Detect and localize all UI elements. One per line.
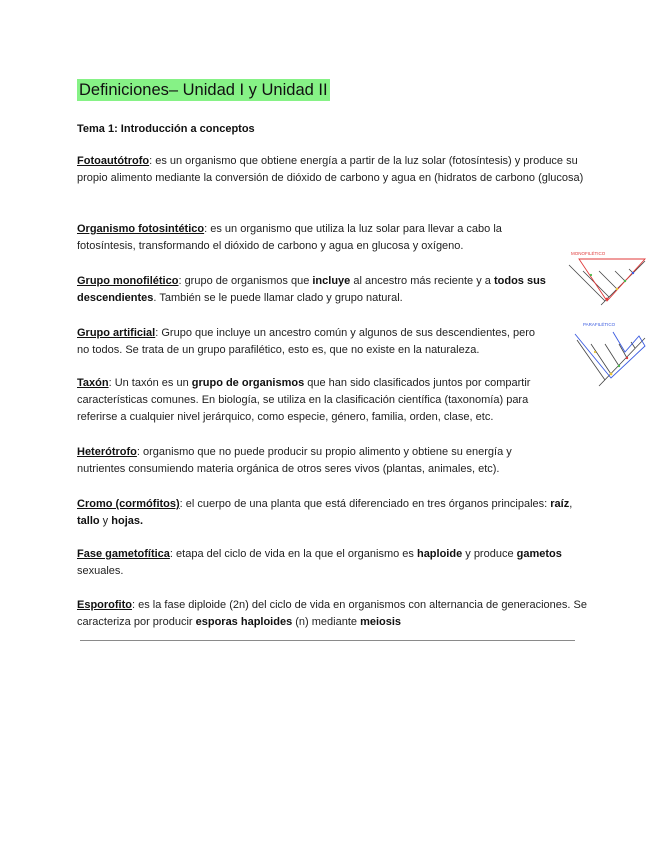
node-marker [590, 274, 592, 276]
term-heterotrofo: Heterótrofo [77, 446, 137, 458]
monophyletic-cladogram-figure [561, 247, 649, 311]
definition-text: que han sido clasificados juntos por compartir características comunes. En biología, se utiliza en la clasificación científica (taxonomía) para referirse a cualquier nivel jerárquico, como especie, género, familia, orden, clase, etc. [77, 377, 531, 423]
definition-text: : etapa del ciclo de vida en la que el organismo es [169, 548, 417, 560]
figure-label: MONOFILÉTICO [571, 251, 606, 256]
term-taxon: Taxón [77, 377, 109, 389]
bold-text: esporas haploides [195, 616, 293, 628]
definition-text: . También se le puede llamar clado y grupo natural. [153, 292, 403, 304]
definition-text: : grupo de organismos que [178, 275, 313, 287]
definition-text: : es un organismo que utiliza la luz solar para llevar a cabo la fotosíntesis, transformando el dióxido de carbono y agua en glucosa y oxígeno. [77, 223, 502, 252]
page-title: Definiciones– Unidad I y Unidad II [79, 81, 328, 99]
definition-grupo-monofiletico [77, 273, 555, 307]
section-heading: Tema 1: Introducción a conceptos [77, 123, 255, 135]
paraphyletic-cladogram-figure [565, 318, 649, 392]
node-marker [616, 288, 618, 290]
definition-grupo-artificial [77, 325, 547, 359]
tree-line [615, 271, 625, 281]
bold-text: hojas. [111, 515, 144, 527]
definition-esporofito [77, 597, 587, 631]
term-esporofito: Esporofito [77, 599, 132, 611]
definition-cromo [77, 496, 587, 530]
definition-heterotrofo [77, 444, 547, 478]
tree-line [577, 340, 605, 380]
bold-text: raíz [550, 498, 570, 510]
bold-text: haploide [416, 548, 463, 560]
node-marker [594, 351, 596, 353]
node-marker [632, 272, 634, 274]
node-marker [626, 357, 628, 359]
bold-text: tallo [77, 515, 100, 527]
definition-taxon [77, 375, 555, 426]
definition-text: al ancestro más reciente y a [350, 275, 494, 287]
definition-text: : es la fase diploide (2n) del ciclo de vida en organismos con alternancia de generaciones. Se caracteriza por producir [77, 599, 587, 628]
definition-fase-gametofitica [77, 546, 587, 580]
definition-organismo-fotosintetico [77, 221, 555, 255]
node-marker [610, 373, 613, 376]
term-cromo: Cromo (cormófitos) [77, 498, 180, 510]
term-fase-gametofitica: Fase gametofítica [77, 548, 170, 560]
paraphyletic-outline [575, 332, 645, 378]
definition-text: y [99, 515, 112, 527]
node-marker [618, 365, 620, 367]
definition-text: y produce [462, 548, 517, 560]
bold-text: incluye [312, 275, 351, 287]
bold-text: grupo de organismos [191, 377, 305, 389]
bold-text: todos sus descendientes [77, 275, 546, 304]
definition-text: : el cuerpo de una planta que está diferenciado en tres órganos principales: [179, 498, 551, 510]
term-grupo-monofiletico: Grupo monofilético [77, 275, 179, 287]
definition-text: sexuales. [77, 565, 124, 577]
bold-text: meiosis [360, 616, 402, 628]
definition-text: : organismo que no puede producir su propio alimento y obtiene su energía y nutrientes consumiendo materia orgánica de otros seres vivos (plantas, animales, etc). [77, 446, 512, 475]
definition-text: : Un taxón es un [108, 377, 192, 389]
horizontal-divider [80, 640, 575, 641]
tree-line [605, 344, 619, 366]
term-organismo-fotosintetico: Organismo fotosintético [77, 223, 205, 235]
term-fotoautotrofo: Fotoautótrofo [77, 155, 150, 167]
node-marker [624, 280, 626, 282]
figure-label: PARAFILÉTICO [583, 322, 616, 327]
tree-line [599, 271, 617, 289]
bold-text: gametos [516, 548, 562, 560]
node-marker [606, 298, 609, 301]
definition-text: , [569, 498, 573, 510]
definition-text: : es un organismo que obtiene energía a partir de la luz solar (fotosíntesis) y produce su propio alimento mediante la conversión de dióxido de carbono y agua en (hidratos de carbono (glucosa) [77, 155, 584, 184]
definition-text: (n) mediante [292, 616, 361, 628]
term-grupo-artificial: Grupo artificial [77, 327, 156, 339]
definition-text: : Grupo que incluye un ancestro común y algunos de sus descendientes, pero no todos. Se trata de un grupo parafilético, esto es, que no existe en la naturaleza. [77, 327, 535, 356]
monophyletic-outline [579, 259, 645, 301]
definition-fotoautotrofo [77, 153, 587, 187]
